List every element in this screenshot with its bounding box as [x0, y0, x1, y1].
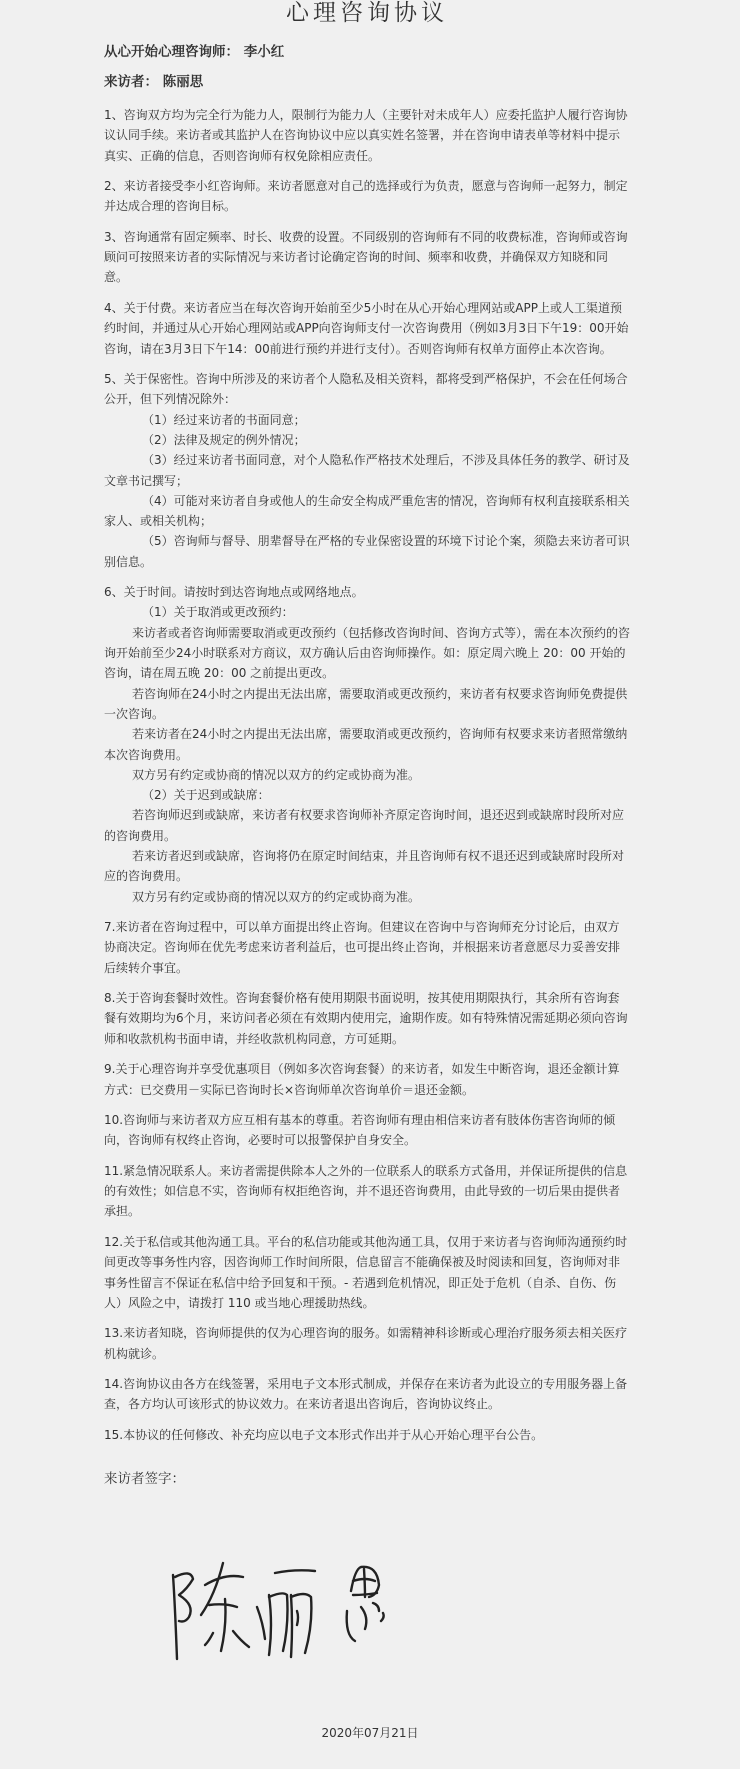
- clause-4: 4、关于付费。来访者应当在每次咨询开始前至少5小时在从心开始心理网站或APP上或人工渠道预约时间，并通过从心开始心理网站或APP向咨询师支付一次咨询费用（例如3月3日下午19：00开始咨询，请在3月3日下午14：00前进行预约并进行支付）。否则咨询师有权单方面停止本次咨询。: [104, 300, 629, 356]
- clause-9: 9.关于心理咨询并享受优惠项目（例如多次咨询套餐）的来访者，如发生中断咨询，退还金额计算方式：已交费用－实际已咨询时长×咨询师单次咨询单价＝退还金额。: [104, 1062, 620, 1097]
- handwritten-signature: [165, 1555, 425, 1665]
- counselor-line: 从心开始心理咨询师： 李小红: [104, 44, 285, 60]
- clause-6-sub1-para-3: 若来访者在24小时之内提出无法出席，需要取消或更改预约，咨询师有权要求来访者照常缴纳本次咨询费用。: [104, 727, 628, 762]
- signature-date: 2020年07月21日: [321, 1726, 419, 1740]
- clause-6-sub1-para-4: 双方另有约定或协商的情况以双方的约定或协商为准。: [132, 767, 421, 782]
- clause-5-item-4: （4）可能对来访者自身或他人的生命安全构成严重危害的情况，咨询师有权利直接联系相关家人、或相关机构；: [104, 493, 630, 529]
- signature-label: 来访者签字：: [104, 1471, 185, 1488]
- client-line: 来访者： 陈丽思: [104, 74, 204, 90]
- clause-1: 1、咨询双方均为完全行为能力人，限制行为能力人（主要针对未成年人）应委托监护人履行咨询协议认同手续。来访者或其监护人在咨询协议中应以真实姓名签署，并在咨询申请表单等材料中提示真实、正确的信息，否则咨询师有权免除相应责任。: [104, 108, 628, 163]
- clause-5-item-5: （5）咨询师与督导、朋辈督导在严格的专业保密设置的环境下讨论个案，须隐去来访者可识别信息。: [104, 534, 630, 569]
- clause-6-sub2-title: （2）关于迟到或缺席：: [142, 788, 270, 803]
- clause-13: 13.来访者知晓，咨询师提供的仅为心理咨询的服务。如需精神科诊断或心理治疗服务须去相关医疗机构就诊。: [104, 1326, 628, 1361]
- clause-15: 15.本协议的任何修改、补充均应以电子文本形式作出并于从心开始心理平台公告。: [104, 1427, 544, 1442]
- clause-5-intro: 5、关于保密性。咨询中所涉及的来访者个人隐私及相关资料，都将受到严格保护，不会在任何场合公开，但下列情况除外：: [104, 372, 628, 407]
- clause-6-sub2-para-2: 若来访者迟到或缺席，咨询将仍在原定时间结束，并且咨询师有权不退还迟到或缺席时段所对应的咨询费用。: [104, 849, 625, 884]
- clause-14: 14.咨询协议由各方在线签署，采用电子文本形式制成，并保存在来访者为此设立的专用服务器上备查，各方均认可该形式的协议效力。在来访者退出咨询后，咨询协议终止。: [104, 1377, 628, 1412]
- clause-2: 2、来访者接受李小红咨询师。来访者愿意对自己的选择或行为负责，愿意与咨询师一起努力，制定并达成合理的咨询目标。: [104, 179, 628, 214]
- clause-10: 10.咨询师与来访者双方应互相有基本的尊重。若咨询师有理由相信来访者有肢体伤害咨询师的倾向，咨询师有权终止咨询，必要时可以报警保护自身安全。: [104, 1113, 616, 1148]
- clause-6-intro: 6、关于时间。请按时到达咨询地点或网络地点。: [104, 585, 364, 600]
- clause-11: 11.紧急情况联系人。来访者需提供除本人之外的一位联系人的联系方式备用，并保证所提供的信息的有效性；如信息不实，咨询师有权拒绝咨询，并不退还咨询费用，由此导致的一切后果由提供者承担。: [104, 1163, 628, 1219]
- clause-8: 8.关于咨询套餐时效性。咨询套餐价格有使用期限书面说明，按其使用期限执行，其余所有咨询套餐有效期均为6个月，来访问者必须在有效期内使用完，逾期作废。如有特殊情况需延期必须向咨询师和收款机构书面申请，并经收款机构同意，方可延期。: [104, 991, 628, 1046]
- clause-7: 7.来访者在咨询过程中，可以单方面提出终止咨询。但建议在咨询中与咨询师充分讨论后，由双方协商决定。咨询师在优先考虑来访者利益后，也可提出终止咨询，并根据来访者意愿尽力妥善安排后续转介事宜。: [104, 920, 621, 975]
- clause-5-item-1: （1）经过来访者的书面同意；: [142, 412, 306, 427]
- clause-12: 12.关于私信或其他沟通工具。平台的私信功能或其他沟通工具，仅用于来访者与咨询师沟通预约时间更改等事务性内容，因咨询师工作时间所限，信息留言不能确保被及时阅读和回复，咨询师对非事务性留言不保证在私信中给予回复和干预。- 若遇到危机情况，即正处于危机（自杀、自伤、伤人）风险之中，请拨打 110 或当地心理援助热线。: [104, 1234, 628, 1310]
- clause-6-sub1-title: （1）关于取消或更改预约：: [142, 605, 294, 620]
- agreement-body: [104, 105, 630, 1445]
- document-title: 心理咨询协议: [286, 0, 448, 24]
- clause-5-item-3: （3）经过来访者书面同意，对个人隐私作严格技术处理后，不涉及具体任务的教学、研讨及文章书记撰写；: [104, 453, 630, 488]
- clause-6-sub2-para-3: 双方另有约定或协商的情况以双方的约定或协商为准。: [132, 889, 421, 904]
- clause-6-sub2-para-1: 若咨询师迟到或缺席，来访者有权要求咨询师补齐原定咨询时间，退还迟到或缺席时段所对应的咨询费用。: [104, 808, 625, 843]
- clause-6-sub1-para-1: 来访者或者咨询师需要取消或更改预约（包括修改咨询时间、咨询方式等），需在本次预约的咨询开始前至少24小时联系对方商议，双方确认后由咨询师操作。如：原定周六晚上 20：00 开始的咨询，请在周五晚 20：00 之前提出更改。: [104, 625, 631, 681]
- clause-5-item-2: （2）法律及规定的例外情况；: [142, 432, 306, 447]
- clause-6-sub1-para-2: 若咨询师在24小时之内提出无法出席，需要取消或更改预约，来访者有权要求咨询师免费提供一次咨询。: [104, 686, 628, 721]
- clause-3: 3、咨询通常有固定频率、时长、收费的设置。不同级别的咨询师有不同的收费标准，咨询师或咨询顾问可按照来访者的实际情况与来访者讨论确定咨询的时间、频率和收费，并确保双方知晓和同意。: [104, 229, 628, 285]
